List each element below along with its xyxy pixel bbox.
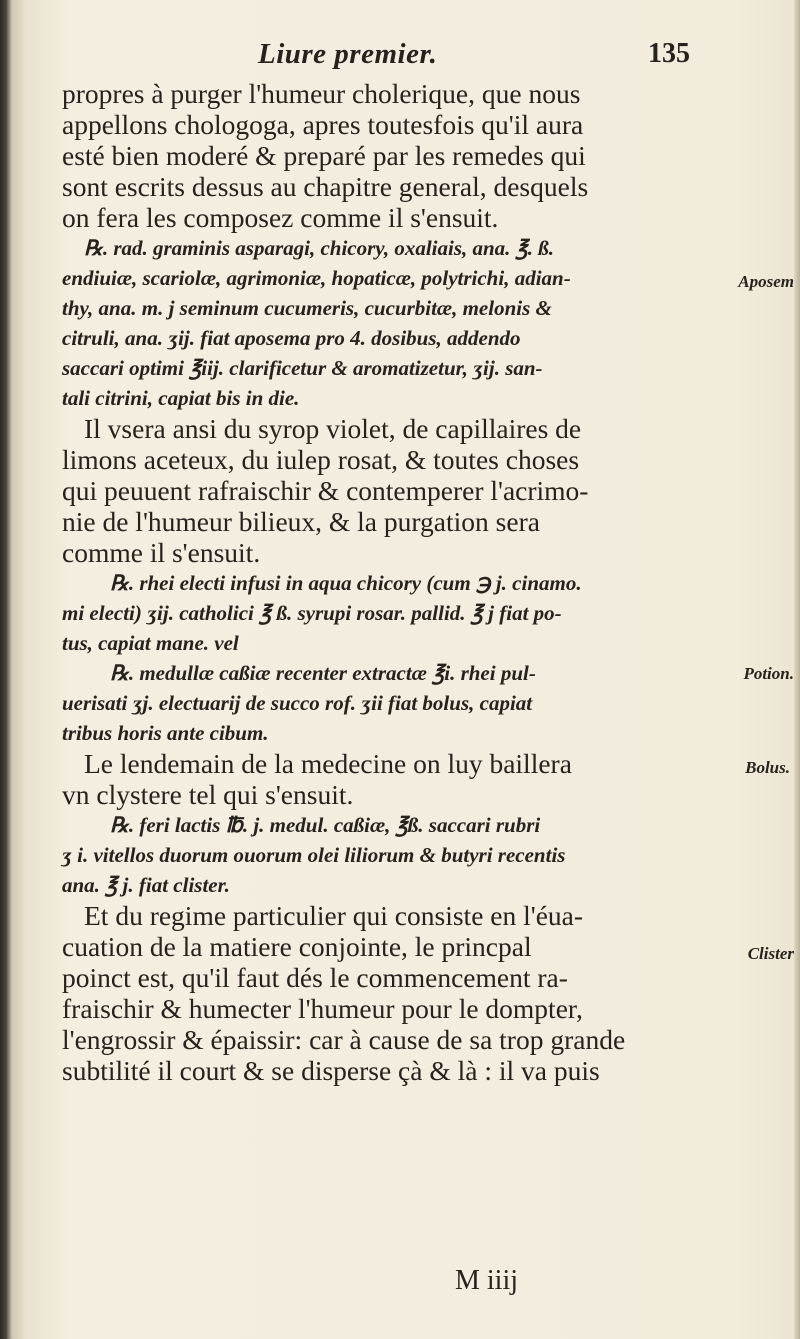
text-line: vn clystere tel qui s'ensuit. bbox=[62, 779, 354, 810]
text-line: limons aceteux, du iulep rosat, & toutes choses bbox=[62, 444, 580, 475]
text-line: Il vsera ansi du syrop violet, de capillaires de bbox=[84, 413, 582, 444]
running-title: Liure premier. bbox=[258, 38, 438, 70]
page-header bbox=[0, 34, 800, 74]
text-line: on fera les composez comme il s'ensuit. bbox=[62, 202, 499, 233]
text-line: ℞. rhei electi infusi in aqua chicory (cum ℈ j. cinamo. bbox=[110, 571, 582, 595]
text-line: uerisati ʒj. electuarij de succo rof. ʒii fiat bolus, capiat bbox=[62, 691, 533, 715]
page-number: 135 bbox=[648, 38, 690, 69]
text-line: tribus horis ante cibum. bbox=[62, 721, 269, 745]
text-line: poinct est, qu'il faut dés le commencement ra- bbox=[62, 962, 568, 993]
text-line: thy, ana. m. j seminum cucumeris, cucurbitæ, melonis & bbox=[62, 296, 552, 320]
text-line: mi electi) ʒij. catholici ℥ ß. syrupi rosar. pallid. ℥ j fiat po- bbox=[62, 601, 562, 625]
margin-note-clister: Clister bbox=[747, 944, 794, 963]
text-line: saccari optimi ℥iij. clarificetur & aromatizetur, ʒij. san- bbox=[62, 356, 543, 380]
text-line: subtilité il court & se disperse çà & là : il va puis bbox=[62, 1055, 600, 1086]
text-line: tali citrini, capiat bis in die. bbox=[62, 386, 300, 410]
text-line: ana. ℥ j. fiat clister. bbox=[62, 873, 230, 897]
text-line: sont escrits dessus au chapitre general, desquels bbox=[62, 171, 589, 202]
text-line: esté bien moderé & preparé par les remedes qui bbox=[62, 140, 586, 171]
text-line: qui peuuent rafraischir & contemperer l'acrimo- bbox=[62, 475, 589, 506]
text-line: appellons chologoga, apres toutesfois qu'il aura bbox=[62, 109, 584, 140]
text-line: Et du regime particulier qui consiste en l'éua- bbox=[84, 900, 584, 931]
text-line: comme il s'ensuit. bbox=[62, 537, 261, 568]
margin-note-potion: Potion. bbox=[743, 664, 794, 683]
text-line: nie de l'humeur bilieux, & la purgation sera bbox=[62, 506, 540, 537]
text-line: Le lendemain de la medecine on luy baillera bbox=[84, 748, 572, 779]
text-line: ℞. rad. graminis asparagi, chicory, oxaliais, ana. ℥. ß. bbox=[84, 236, 555, 260]
text-line: ℞. feri lactis ℔. j. medul. caßiæ, ℥ß. saccari rubri bbox=[110, 813, 541, 837]
text-line: citruli, ana. ʒij. fiat aposema pro 4. dosibus, addendo bbox=[62, 326, 521, 350]
page-edge bbox=[794, 0, 800, 1339]
text-line: tus, capiat mane. vel bbox=[62, 631, 239, 655]
text-line: ℞. medullæ caßiæ recenter extractæ ℥i. rhei pul- bbox=[110, 661, 536, 685]
text-line: cuation de la matiere conjointe, le princpal bbox=[62, 931, 532, 962]
margin-note-bolus: Bolus. bbox=[745, 758, 790, 777]
text-line: fraischir & humecter l'humeur pour le dompter, bbox=[62, 993, 583, 1024]
text-line: l'engrossir & épaissir: car à cause de sa trop grande bbox=[62, 1024, 626, 1055]
text-line: propres à purger l'humeur cholerique, que nous bbox=[62, 78, 581, 109]
body-text bbox=[62, 78, 722, 1086]
margin-note-aposem: Aposem bbox=[738, 272, 794, 291]
text-line: ʒ i. vitellos duorum ouorum olei liliorum & butyri recentis bbox=[62, 843, 566, 867]
signature-mark: M iiij bbox=[455, 1265, 519, 1296]
text-line: endiuiæ, scariolæ, agrimoniæ, hopaticæ, polytrichi, adian- bbox=[62, 266, 571, 290]
